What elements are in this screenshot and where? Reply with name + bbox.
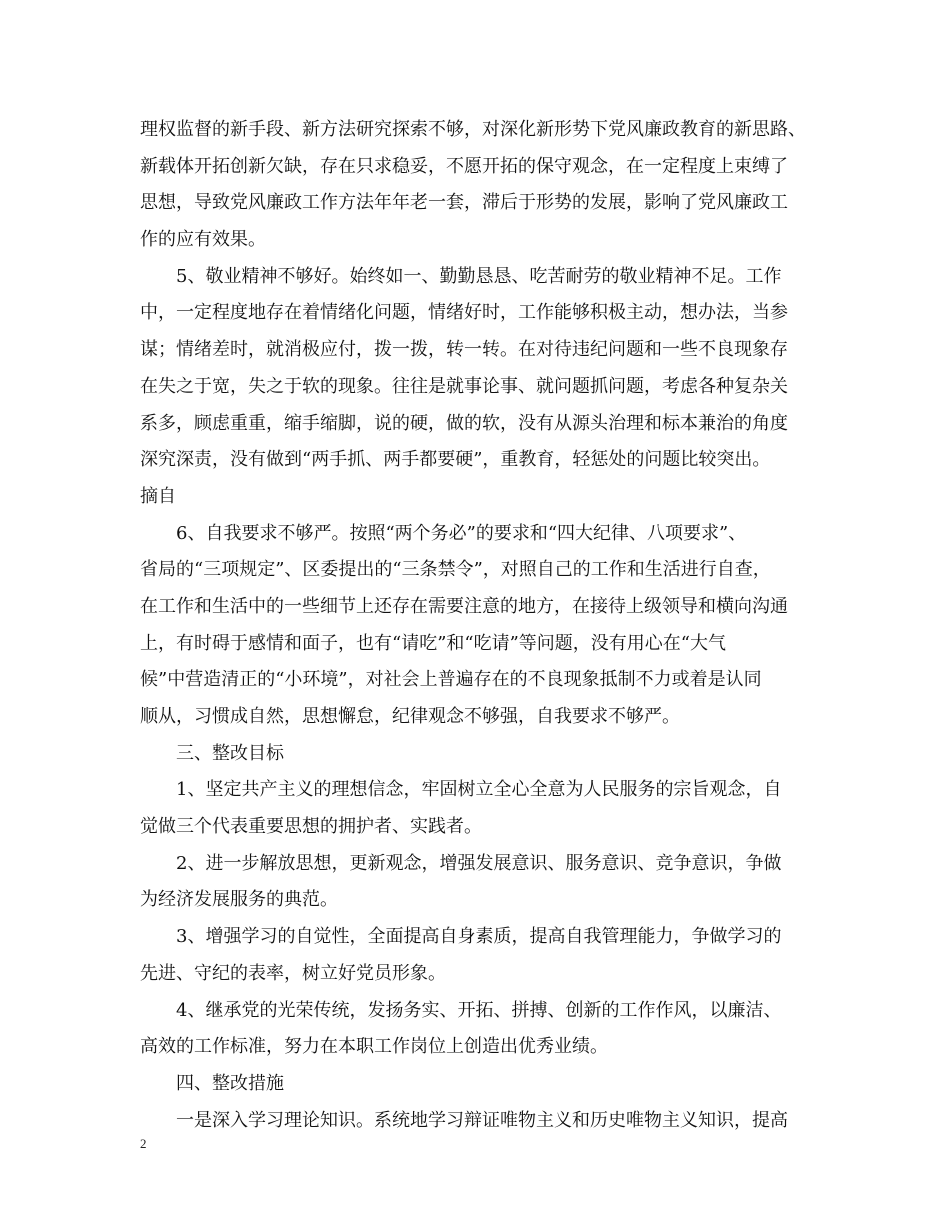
text-line: 摘自 (140, 485, 176, 507)
paragraph-start-line: 一是深入学习理论知识。系统地学习辩证唯物主义和历史唯物主义知识，提高 (176, 1109, 788, 1131)
text-line: 作的应有效果。 (140, 229, 266, 251)
text-line: 系多，顾虑重重，缩手缩脚，说的硬，做的软，没有从源头治理和标本兼治的角度 (140, 412, 788, 434)
text-line: 觉做三个代表重要思想的拥护者、实践者。 (140, 816, 482, 838)
text-line: 谋；情绪差时，就消极应付，拨一拨，转一转。在对待违纪问题和一些不良现象存 (140, 339, 788, 361)
paragraph-start-line: 4、继承党的光荣传统，发扬务实、开拓、拼搏、创新的工作作风，以廉洁、 (176, 999, 782, 1021)
paragraph-start-line: 2、进一步解放思想，更新观念，增强发展意识、服务意识、竞争意识，争做 (176, 852, 782, 874)
text-line: 中，一定程度地存在着情绪化问题，情绪好时，工作能够积极主动，想办法，当参 (140, 302, 788, 324)
text-line: 为经济发展服务的典范。 (140, 889, 338, 911)
section-heading: 四、整改措施 (176, 1072, 284, 1094)
text-line: 高效的工作标准，努力在本职工作岗位上创造出优秀业绩。 (140, 1036, 608, 1058)
paragraph-start-line: 1、坚定共产主义的理想信念，牢固树立全心全意为人民服务的宗旨观念，自 (176, 779, 782, 801)
text-line: 思想，导致党风廉政工作方法年年老一套，滞后于形势的发展，影响了党风廉政工 (140, 192, 788, 214)
text-line: 上，有时碍于感情和面子，也有“请吃”和“吃请”等问题，没有用心在“大气 (140, 632, 727, 654)
text-line: 先进、守纪的表率，树立好党员形象。 (140, 962, 446, 984)
paragraph-start-line: 3、增强学习的自觉性，全面提高自身素质，提高自我管理能力，争做学习的 (176, 926, 782, 948)
text-line: 在工作和生活中的一些细节上还存在需要注意的地方，在接待上级领导和横向沟通 (140, 595, 788, 617)
text-line: 在失之于宽，失之于软的现象。往往是就事论事、就问题抓问题，考虑各种复杂关 (140, 375, 788, 397)
document-body (140, 112, 820, 1139)
text-line: 新载体开拓创新欠缺，存在只求稳妥，不愿开拓的保守观念，在一定程度上束缚了 (140, 155, 788, 177)
text-line: 候”中营造清正的“小环境”，对社会上普遍存在的不良现象抵制不力或着是认同 (140, 669, 762, 691)
paragraph-start-line: 5、敬业精神不够好。始终如一、勤勤恳恳、吃苦耐劳的敬业精神不足。工作 (176, 265, 782, 287)
text-line: 理权监督的新手段、新方法研究探索不够，对深化新形势下党风廉政教育的新思路、 (140, 119, 806, 140)
text-line: 顺从，习惯成自然，思想懈怠，纪律观念不够强，自我要求不够严。 (140, 706, 680, 727)
section-heading: 三、整改目标 (176, 742, 284, 764)
text-line: 省局的“三项规定”、区委提出的“三条禁令”，对照自己的工作和生活进行自查， (140, 559, 771, 581)
page-number: 2 (140, 1136, 147, 1151)
paragraph-start-line: 6、自我要求不够严。按照“两个务必”的要求和“四大纪律、八项要求”、 (176, 522, 747, 544)
text-line: 深究深责，没有做到“两手抓、两手都要硬”，重教育，轻惩处的问题比较突出。 (140, 449, 771, 471)
